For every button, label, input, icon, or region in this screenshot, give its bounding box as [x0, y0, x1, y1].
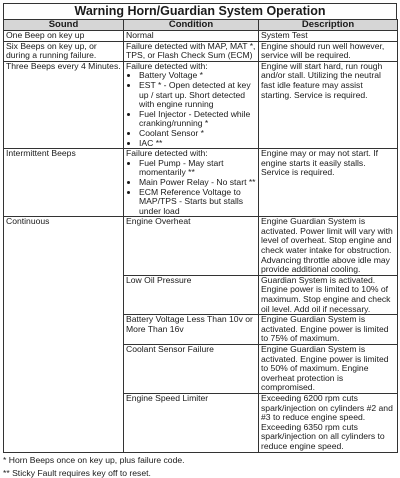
- description-line: Exceeding 6350 rpm cuts spark/injection on all cylinders to reduce engine speed.: [261, 421, 385, 451]
- condition-cell: Coolant Sensor Failure: [124, 345, 259, 394]
- condition-intro: Failure detected with:: [126, 60, 208, 71]
- description-cell: Engine will start hard, run rough and/or stall. Utilizing the neutral fast idle feature may assist starting. Service is required.: [259, 61, 398, 148]
- table-row: [4, 31, 398, 42]
- table-row: [4, 149, 398, 217]
- condition-list: [126, 71, 256, 148]
- condition-cell: Engine Speed Limiter: [124, 393, 259, 452]
- sound-cell: One Beep on key up: [4, 31, 124, 42]
- list-item: • EST * - Open detected at key up / start up. Short detected with engine running: [139, 81, 256, 110]
- description-line: Exceeding 6200 rpm cuts spark/injection on cylinders #2 and #3 to reduce engine speed.: [261, 392, 393, 423]
- description-cell: [259, 393, 398, 452]
- description-cell: Guardian System is activated. Engine power is limited to 10% of maximum. Stop engine and check oil level. Add oil if necessary.: [259, 275, 398, 314]
- header-description: Description: [259, 20, 398, 31]
- condition-cell: Normal: [124, 31, 259, 42]
- list-item: • Fuel Pump - May start momentarily **: [139, 159, 256, 178]
- sound-cell: Six Beeps on key up, or during a running failure.: [4, 41, 124, 61]
- list-item: • Coolant Sensor *: [139, 129, 256, 139]
- description-cell: System Test: [259, 31, 398, 42]
- description-cell: Engine may or may not start. If engine starts it easily stalls. Service is required.: [259, 149, 398, 217]
- list-item: • Fuel Injector - Detected while cranking/running *: [139, 110, 256, 129]
- sound-cell: Continuous: [4, 217, 124, 452]
- description-cell: Engine should run well however, service will be required.: [259, 41, 398, 61]
- header-sound: Sound: [4, 20, 124, 31]
- list-item: • IAC **: [139, 139, 256, 149]
- footnote: ** Sticky Fault requires key off to reset.: [3, 467, 151, 478]
- list-item: • Main Power Relay - No start **: [139, 178, 256, 188]
- condition-cell: [124, 61, 259, 148]
- condition-cell: Engine Overheat: [124, 217, 259, 276]
- table-row: [4, 217, 398, 276]
- sound-cell: Three Beeps every 4 Minutes.: [4, 61, 124, 148]
- condition-intro: Failure detected with:: [126, 148, 208, 159]
- description-cell: Engine Guardian System is activated. Power limit will vary with level of overheat. Stop engine and check water intake for obstruction. Advancing throttle above idle may provide additional cooling.: [259, 217, 398, 276]
- sound-cell: Intermittent Beeps: [4, 149, 124, 217]
- header-condition: Condition: [124, 20, 259, 31]
- condition-cell: Failure detected with MAP, MAT *, TPS, or Flash Check Sum (ECM): [124, 41, 259, 61]
- list-item: • ECM Reference Voltage to MAP/TPS - Starts but stalls under load: [139, 188, 256, 217]
- header-row: [4, 20, 398, 31]
- condition-cell: Battery Voltage Less Than 10v or More Than 16v: [124, 315, 259, 345]
- list-item: • Battery Voltage *: [139, 71, 256, 81]
- footnotes: [3, 455, 397, 478]
- table-title: Warning Horn/Guardian System Operation: [3, 3, 397, 19]
- condition-cell: Low Oil Pressure: [124, 275, 259, 314]
- table-row: [4, 41, 398, 61]
- description-cell: Engine Guardian System is activated. Engine power is limited to 50% of maximum. Engine overheat protection is compromised.: [259, 345, 398, 394]
- description-cell: Engine Guardian System is activated. Engine power is limited to 75% of maximum.: [259, 315, 398, 345]
- condition-list: [126, 159, 256, 217]
- table-row: [4, 61, 398, 148]
- condition-cell: [124, 149, 259, 217]
- footnote: * Horn Beeps once on key up, plus failure code.: [3, 454, 185, 465]
- warning-horn-table: [3, 19, 398, 453]
